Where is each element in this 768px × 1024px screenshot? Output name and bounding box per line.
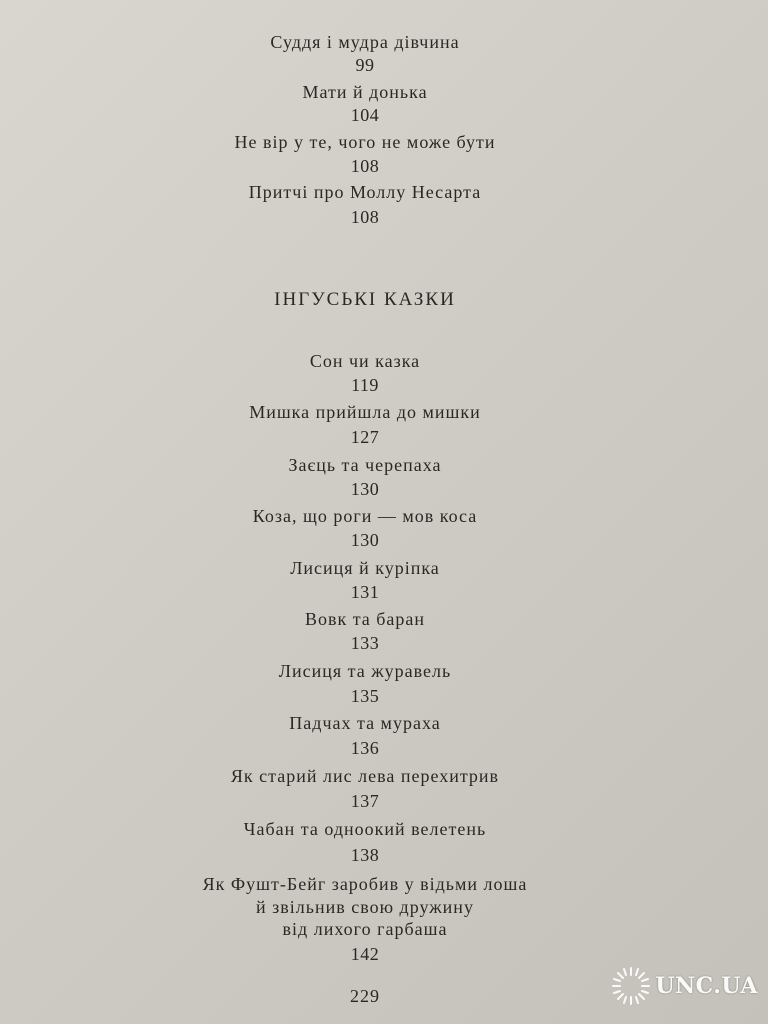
toc-entry-title-line: від лихого гарбаша xyxy=(282,919,448,939)
toc-entry-title-line: й звільнив свою дружину xyxy=(256,897,474,917)
toc-entry-page: 142 xyxy=(350,944,380,964)
toc-entry-title: Мишка прийшла до мишки xyxy=(249,402,481,422)
toc-entry-title-line: Як Фушт-Бейг заробив у відьми лоша xyxy=(202,874,528,894)
toc-entry-title: Коза, що роги — мов коса xyxy=(252,506,478,526)
toc-entry-title: Мати й донька xyxy=(302,82,428,102)
section-heading: ІНГУСЬКІ КАЗКИ xyxy=(274,289,456,310)
toc-entry-title: Лисиця та журавель xyxy=(278,661,452,681)
toc-entry-page: 104 xyxy=(350,105,380,125)
toc-entry-page: 130 xyxy=(350,530,380,550)
toc-entry-title: Чабан та одноокий велетень xyxy=(243,819,487,839)
toc-entry-page: 108 xyxy=(350,156,380,176)
watermark xyxy=(611,966,758,1006)
toc-entry-page: 137 xyxy=(350,791,380,811)
sunburst-logo-icon xyxy=(611,966,651,1006)
toc-entry-title: Сон чи казка xyxy=(309,351,421,371)
toc-entry-page: 99 xyxy=(355,55,375,75)
toc-entry-page: 131 xyxy=(350,582,380,602)
toc-entry-title: Падчах та мураха xyxy=(289,713,441,733)
page-number: 229 xyxy=(350,986,380,1006)
toc-entry-page: 127 xyxy=(350,427,380,447)
toc-entry-page: 119 xyxy=(351,375,379,395)
toc-entry-title: Вовк та баран xyxy=(304,609,426,629)
watermark-text: UNC.UA xyxy=(655,973,758,999)
toc-entry-page: 135 xyxy=(350,686,380,706)
toc-entry-page: 130 xyxy=(350,479,380,499)
toc-entry-title: Як старий лис лева перехитрив xyxy=(230,766,500,786)
toc-entry-page: 133 xyxy=(350,633,380,653)
toc-entry-title: Лисиця й куріпка xyxy=(290,558,440,578)
toc-entry-page: 138 xyxy=(350,845,380,865)
toc-entry-page: 108 xyxy=(350,207,380,227)
toc-entry-title: Суддя і мудра дівчина xyxy=(270,32,460,52)
toc-entry-page: 136 xyxy=(350,738,380,758)
toc-entry-title: Заєць та черепаха xyxy=(288,455,442,475)
toc-entry-title: Притчі про Моллу Несарта xyxy=(248,182,482,202)
toc-entry-title: Не вір у те, чого не може бути xyxy=(234,132,496,152)
